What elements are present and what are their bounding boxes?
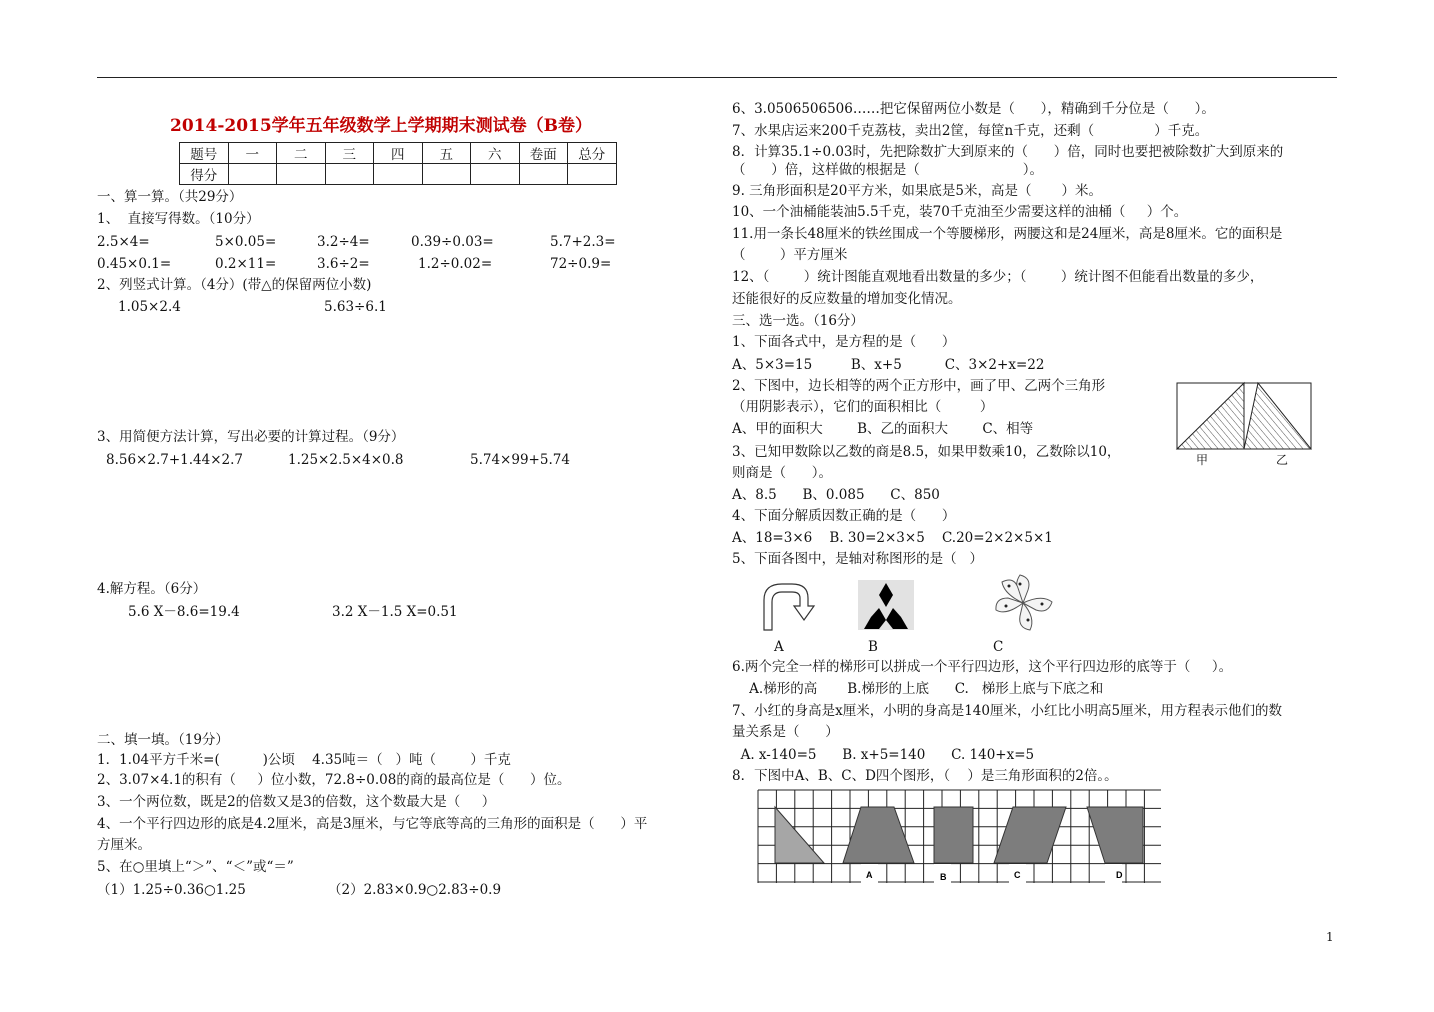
score-header-cell: 卷面 bbox=[519, 143, 568, 164]
fill-item-5b: （2）2.83×0.9○2.83÷0.9 bbox=[328, 882, 502, 898]
score-header-cell: 总分 bbox=[568, 143, 617, 164]
vertical-calc-item: 1.05×2.4 bbox=[118, 299, 181, 315]
grid-label: A bbox=[866, 870, 873, 880]
fill-item-6: 6、3.0506506506……把它保留两位小数是（ ），精确到千分位是（ ）。 bbox=[732, 101, 1215, 117]
choice-3-options: A、8.5 B、0.085 C、850 bbox=[732, 487, 940, 503]
q2-heading: 2、列竖式计算。（4分）(带△的保留两位小数) bbox=[97, 277, 372, 293]
choice-7-cont: 量关系是（ ） bbox=[732, 724, 839, 740]
fill-item-12: 12、（ ）统计图能直观地看出数量的多少；（ ）统计图不但能看出数量的多少， bbox=[732, 269, 1264, 285]
section-3-heading: 三、选一选。（16分） bbox=[732, 313, 864, 329]
calc-item: 3.2÷4= bbox=[317, 234, 370, 250]
choice-1: 1、下面各式中，是方程的是（ ） bbox=[732, 334, 956, 350]
fill-item-12-cont: 还能很好的反应数量的增加变化情况。 bbox=[732, 291, 962, 307]
score-cell[interactable] bbox=[228, 164, 277, 185]
figure-label: B bbox=[868, 639, 878, 655]
square-label-yi: 乙 bbox=[1276, 453, 1289, 467]
fill-item-4: 4、一个平行四边形的底是4.2厘米，高是3厘米，与它等底等高的三角形的面积是（ ）平 bbox=[97, 816, 648, 832]
score-cell[interactable] bbox=[519, 164, 568, 185]
grid-shapes-figure bbox=[757, 789, 1163, 886]
simplify-item: 8.56×2.7+1.44×2.7 bbox=[106, 452, 243, 468]
choice-2: 2、下图中，边长相等的两个正方形中，画了甲、乙两个三角形 bbox=[732, 378, 1106, 394]
grid-label: D bbox=[1116, 870, 1123, 880]
grid-label: C bbox=[1014, 870, 1021, 880]
fill-item-11: 11.用一条长48厘米的铁丝围成一个等腰梯形，两腰这和是24厘米，高是8厘米。它的面积是 bbox=[732, 226, 1283, 242]
bauhinia-flower-icon bbox=[990, 572, 1056, 634]
grid-label: B bbox=[940, 872, 947, 882]
choice-6: 6.两个完全一样的梯形可以拼成一个平行四边形，这个平行四边形的底等于（ ）。 bbox=[732, 659, 1233, 675]
fill-item-10: 10、一个油桶能装油5.5千克，装70千克油至少需要这样的油桶（ ）个。 bbox=[732, 204, 1188, 220]
fill-item-8-cont: （ ）倍，这样做的根据是（ ）。 bbox=[732, 162, 1043, 178]
u-turn-arrow-icon bbox=[758, 580, 818, 632]
fill-item-1: 1．1.04平方千米=( )公顷 4.35吨＝（ ）吨（ ）千克 bbox=[97, 752, 511, 768]
calc-item: 0.45×0.1= bbox=[97, 256, 172, 272]
q4-heading: 4.解方程。（6分） bbox=[97, 581, 207, 597]
choice-4-options: A、18=3×6 B. 30=2×3×5 C.20=2×2×5×1 bbox=[732, 530, 1053, 546]
figure-label: A bbox=[774, 639, 784, 655]
calc-item: 0.2×11= bbox=[215, 256, 277, 272]
two-squares-triangles-figure bbox=[1174, 381, 1314, 453]
three-diamonds-logo-icon bbox=[858, 580, 914, 630]
score-header-cell: 五 bbox=[422, 143, 471, 164]
score-header-cell: 六 bbox=[471, 143, 520, 164]
calc-item: 5×0.05= bbox=[215, 234, 277, 250]
choice-7: 7、小红的身高是x厘米，小明的身高是140厘米，小红比小明高5厘米，用方程表示他们的数 bbox=[732, 703, 1283, 719]
calc-item: 5.7+2.3= bbox=[550, 234, 616, 250]
score-row-label: 得分 bbox=[180, 164, 229, 185]
fill-item-8: 8．计算35.1÷0.03时，先把除数扩大到原来的（ ）倍，同时也要把被除数扩大到原来的 bbox=[732, 144, 1284, 160]
calc-item: 2.5×4= bbox=[97, 234, 150, 250]
choice-4: 4、下面分解质因数正确的是（ ） bbox=[732, 508, 956, 524]
choice-3-cont: 则商是（ ）。 bbox=[732, 465, 832, 481]
equation-item: 3.2 X－1.5 X=0.51 bbox=[332, 604, 458, 620]
page-number: 1 bbox=[1326, 930, 1334, 944]
figure-label: C bbox=[993, 639, 1004, 655]
simplify-item: 1.25×2.5×4×0.8 bbox=[288, 452, 404, 468]
choice-1-options: A、5×3=15 B、x+5 C、3×2+x=22 bbox=[732, 357, 1045, 373]
score-cell[interactable] bbox=[277, 164, 326, 185]
fill-item-3: 3、一个两位数，既是2的倍数又是3的倍数，这个数最大是（ ） bbox=[97, 794, 496, 810]
score-header-cell: 二 bbox=[277, 143, 326, 164]
fill-item-5: 5、在○里填上“＞”、“＜”或“＝” bbox=[97, 859, 294, 875]
choice-5: 5、下面各图中，是轴对称图形的是（ ） bbox=[732, 551, 983, 567]
score-cell[interactable] bbox=[325, 164, 374, 185]
calc-item: 3.6÷2= bbox=[317, 256, 370, 272]
choice-8: 8．下图中A、B、C、D四个图形，（ ）是三角形面积的2倍。。 bbox=[732, 768, 1118, 784]
section-1-heading: 一、算一算。（共29分） bbox=[97, 189, 243, 205]
calc-item: 0.39÷0.03= bbox=[411, 234, 494, 250]
score-cell[interactable] bbox=[568, 164, 617, 185]
calc-item: 72÷0.9= bbox=[550, 256, 612, 272]
score-header-cell: 四 bbox=[374, 143, 423, 164]
choice-3: 3、已知甲数除以乙数的商是8.5，如果甲数乘10，乙数除以10， bbox=[732, 444, 1121, 460]
section-2-heading: 二、填一填。（19分） bbox=[97, 732, 229, 748]
calc-item: 1.2÷0.02= bbox=[418, 256, 493, 272]
score-cell[interactable] bbox=[422, 164, 471, 185]
score-header-cell: 题号 bbox=[180, 143, 229, 164]
equation-item: 5.6 X－8.6=19.4 bbox=[128, 604, 240, 620]
vertical-calc-item: 5.63÷6.1 bbox=[324, 299, 387, 315]
fill-item-2: 2、3.07×4.1的积有（ ）位小数，72.8÷0.08的商的最高位是（ ）位。 bbox=[97, 772, 571, 788]
header-rule bbox=[97, 77, 1337, 78]
q1-heading: 1、 直接写得数。（10分） bbox=[97, 211, 260, 227]
fill-item-4-cont: 方厘米。 bbox=[97, 837, 151, 853]
choice-7-options: A. x-140=5 B. x+5=140 C. 140+x=5 bbox=[732, 747, 1035, 763]
score-cell[interactable] bbox=[374, 164, 423, 185]
choice-6-options: A.梯形的高 B.梯形的上底 C. 梯形上底与下底之和 bbox=[732, 681, 1104, 697]
simplify-item: 5.74×99+5.74 bbox=[470, 452, 570, 468]
score-header-cell: 三 bbox=[325, 143, 374, 164]
score-table bbox=[179, 142, 617, 185]
square-label-jia: 甲 bbox=[1196, 453, 1209, 467]
choice-2-cont: （用阴影表示），它们的面积相比（ ） bbox=[732, 399, 994, 415]
fill-item-5a: （1）1.25÷0.36○1.25 bbox=[97, 882, 246, 898]
score-header-cell: 一 bbox=[228, 143, 277, 164]
fill-item-7: 7、水果店运来200千克荔枝，卖出2筐，每筐n千克，还剩（ ）千克。 bbox=[732, 123, 1209, 139]
q3-heading: 3、用简便方法计算，写出必要的计算过程。（9分） bbox=[97, 429, 405, 445]
fill-item-11-cont: （ ）平方厘米 bbox=[732, 247, 848, 263]
choice-2-options: A、甲的面积大 B、乙的面积大 C、相等 bbox=[732, 421, 1034, 437]
fill-item-9: 9. 三角形面积是20平方米，如果底是5米，高是（ ）米。 bbox=[732, 183, 1102, 199]
page-title: 2014-2015学年五年级数学上学期期末测试卷（B卷） bbox=[170, 116, 593, 136]
score-cell[interactable] bbox=[471, 164, 520, 185]
